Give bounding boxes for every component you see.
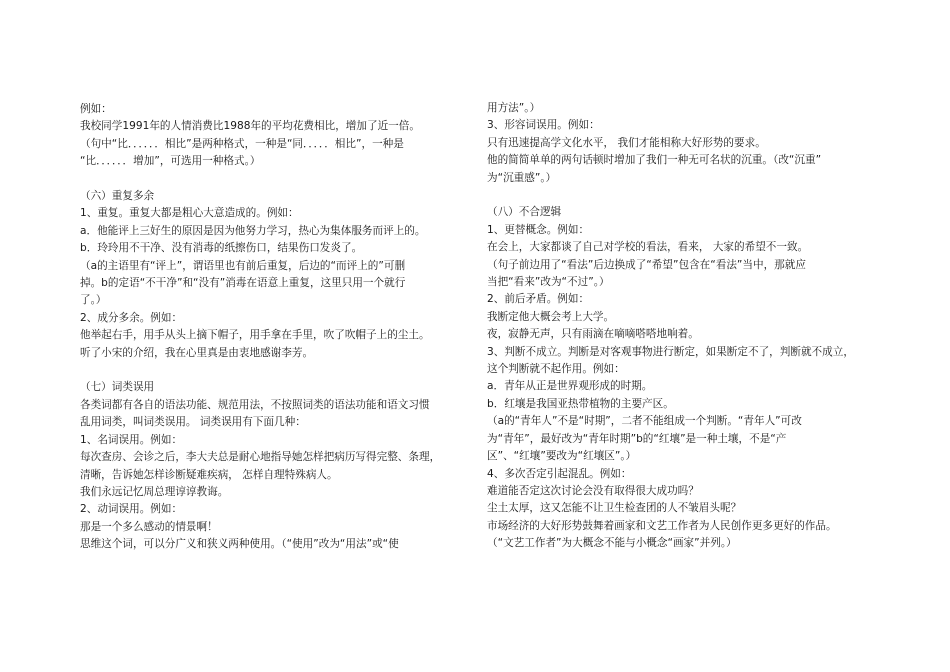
right-text-line: （八）不合逻辑 — [487, 206, 562, 219]
left-text-line: 了。） — [80, 294, 107, 307]
right-text-line: 1、更替概念。例如： — [487, 223, 590, 236]
left-text-line: 那是一个多么感动的情景啊！ — [80, 520, 218, 533]
right-text-line: 尘土太厚，这又怎能不让卫生检查团的人不皱眉头呢？ — [487, 502, 742, 515]
right-text-line: 难道能否定这次讨论会没有取得很大成功吗？ — [487, 484, 699, 497]
left-text-line: 2、成分多余。例如： — [80, 311, 183, 324]
left-text-line: （句中“比．．．．．．相比”是两种格式，一种是“同．．．．．相比”，一种是 — [80, 137, 404, 150]
left-text-line: b．玲玲用不干净、没有消毒的纸擦伤口，结果伤口发炎了。 — [80, 242, 363, 255]
left-text-line: 我校同学1991年的人情消费比1988年的平均花费相比，增加了近一倍。 — [80, 120, 420, 133]
left-blank-line — [80, 171, 475, 188]
left-text-line: 乱用词类，叫词类误用。 词类误用有下面几种： — [80, 416, 306, 429]
left-column — [80, 101, 475, 554]
right-text-line: 市场经济的大好形势鼓舞着画家和文艺工作者为人民创作更多更好的作品。 — [487, 519, 837, 532]
right-text-line: a．青年从正是世界观形成的时期。 — [487, 380, 653, 393]
left-text-line: 2、动词误用。例如： — [80, 503, 183, 516]
right-blank-line — [487, 187, 877, 204]
right-text-line: 当把“看来”改为“不过”。） — [487, 276, 610, 289]
right-text-line: 为“青年”，最好改为“青年时期”b的“红壤”是一种土壤，不是“产 — [487, 432, 787, 445]
left-blank-line — [80, 362, 475, 379]
right-text-line: 2、前后矛盾。例如： — [487, 293, 590, 306]
right-column — [487, 100, 877, 553]
left-text-line: a．他能评上三好生的原因是因为他努力学习，热心为集体服务而评上的。 — [80, 224, 426, 237]
left-text-line: 掉。b的定语“不干净”和“没有”消毒在语意上重复，这里只用一个就行 — [80, 277, 406, 290]
right-text-line: 用方法”。） — [487, 102, 541, 114]
right-text-line: （“文艺工作者”为大概念不能与小概念“画家”并列。） — [487, 537, 737, 550]
left-text-line: 听了小宋的介绍，我在心里真是由衷地感谢李芳。 — [80, 346, 314, 359]
right-text-line: 4、多次否定引起混乱。例如： — [487, 467, 632, 480]
right-text-line: 我断定他大概会考上大学。 — [487, 310, 615, 323]
right-text-line: b．红壤是我国亚热带植物的主要产区。 — [487, 397, 674, 410]
left-text-line: 例如： — [80, 103, 112, 115]
left-text-line: 他举起右手，用手从头上摘下帽子，用手拿在手里，吹了吹帽子上的尘土。 — [80, 329, 430, 342]
left-text-line: 每次查房、会诊之后，李大夫总是耐心地指导她怎样把病历写得完整、条理， — [80, 451, 441, 464]
right-text-line: 在会上，大家都谈了自己对学校的看法，看来， 大家的希望不一致。 — [487, 241, 809, 254]
left-text-line: 1、重复。重复大都是粗心大意造成的。例如： — [80, 207, 299, 220]
right-text-line: 区”、“红壤”要改为“红壤区”。） — [487, 450, 637, 463]
left-text-line: “比．．．．．．增加”，可选用一种格式。） — [80, 155, 261, 168]
left-text-line: 各类词都有各自的语法功能、规范用法，不按照词类的语法功能和语文习惯 — [80, 398, 430, 411]
right-text-line: （a的“青年人”不是“时期”，二者不能组成一个判断。“青年人”可改 — [487, 415, 802, 428]
right-text-line: 他的简简单单的两句话顿时增加了我们一种无可名状的沉重。（改“沉重” — [487, 154, 822, 167]
right-text-line: 这个判断就不起作用。例如： — [487, 363, 625, 376]
left-text-line: 思维这个词，可以分广义和狭义两种使用。（“使用”改为“用法”或“使 — [80, 538, 399, 551]
left-text-line: （七）词类误用 — [80, 381, 155, 394]
right-text-line: 只有迅速提高学文化水平， 我们才能相称大好形势的要求。 — [487, 136, 766, 149]
left-text-line: 清晰，告诉她怎样诊断疑难疾病， 怎样自理特殊病人。 — [80, 468, 338, 481]
right-text-line: 3、判断不成立。判断是对客观事物进行断定，如果断定不了，判断就不成立， — [487, 345, 854, 358]
left-text-line: 1、名词误用。例如： — [80, 433, 183, 446]
right-text-line: 3、形容词误用。例如： — [487, 119, 600, 132]
left-text-line: 我们永远记忆周总理谆谆教诲。 — [80, 485, 229, 498]
left-text-line: （六）重复多余 — [80, 190, 155, 203]
left-text-line: （a的主语里有“评上”，谓语里也有前后重复，后边的“而评上的”可删 — [80, 259, 406, 272]
right-text-line: （句子前边用了“看法”后边换成了“希望”包含在“看法”当中，那就应 — [487, 258, 806, 271]
right-text-line: 为“沉重感”。） — [487, 171, 557, 184]
right-text-line: 夜，寂静无声，只有雨滴在嘀嘀嗒嗒地响着。 — [487, 328, 699, 341]
